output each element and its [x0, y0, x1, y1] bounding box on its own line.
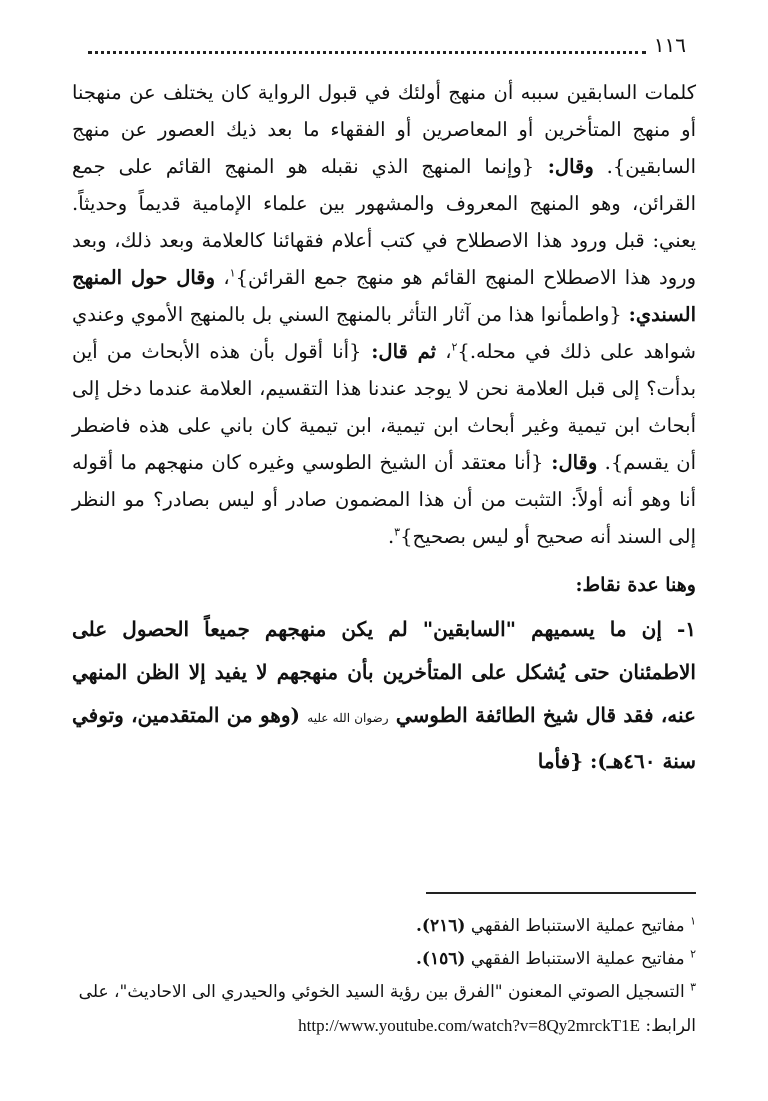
footnote-1: $^١$ مفاتيح عملية الاستنباط الفقهي (٢١٦).	[416, 914, 696, 936]
running-header	[88, 32, 686, 58]
footnotes	[72, 910, 696, 1043]
honorific: رضوان الله عليه	[307, 711, 389, 725]
paragraph-quotes: كلمات السابقين سببه أن منهج أولئك في قبول الرواية كان يختلف عن منهجنا أو منهج المتأخرين أو المعاصرين أو الفقهاء ما بعد ذيك العصور عن منهج السابقين}. وقال: {وإنما المنهج الذي نقبله هو المنهج القائم على جمع القرائن، وهو المنهج المعروف والمشهور بين علماء الإمامية قديماً وحديثاً. يعني: قبل ورود هذا الاصطلاح في كتب أعلام فقهائنا كالعلامة وبعد ذلك، وبعد ورود هذا الاصطلاح المنهج القائم هو منهج جمع القرائن}$^١$، وقال حول المنهج السندي: {واطمأنوا هذا من آثار التأثر بالمنهج السني بل بالمنهج الأموي وعندي شواهد على ذلك في محله.}$^٢$، ثم قال: {أنا أقول بأن هذه الأبحاث من أين بدأت؟ إلى قبل العلامة نحن لا يوجد عندنا هذا التقسيم، العلامة عندما دخل إلى أبحاث ابن تيمية وغير أبحاث ابن تيمية، ابن تيمية كان باني على هذه فاضطر أن يقسم}. وقال: {أنا معتقد أن الشيخ الطوسي وغيره كان منهجهم ما أقوله أنا وهو أنه أولاً: التثبت من أن هذا المضمون صادر أو ليس بصادر؟ مو النظر إلى السند أنه صحيح أو ليس بصحيح}$^٣$.	[72, 81, 697, 548]
main-text	[72, 74, 696, 783]
footnote-3: $^٣$ التسجيل الصوتي المعنون "الفرق بين رؤية السيد الخوئي والحيدري الى الاحاديث"، على الرابط: http://www.youtube.com/watch?v=8Qy2mrckT1E	[78, 980, 696, 1036]
header-dotted-rule	[88, 41, 646, 54]
footnote-ref-2: ٢	[451, 340, 458, 354]
footnote-link[interactable]: http://www.youtube.com/watch?v=8Qy2mrckT1E	[298, 1016, 640, 1035]
footnote-separator	[426, 892, 696, 894]
page-number: ١١٦	[653, 33, 686, 57]
points-intro: وهنا عدة نقاط:	[575, 574, 696, 596]
footnote-2: $^٢$ مفاتيح عملية الاستنباط الفقهي (١٥٦).	[416, 947, 696, 969]
footnote-ref-1: ١	[229, 266, 236, 280]
footnote-ref-3: ٣	[394, 525, 401, 539]
point-1: ١- إن ما يسميهم "السابقين" لم يكن منهجهم جميعاً الحصول على الاطمئنان حتى يُشكل على المتأخرين بأن منهجهم لا يفيد إلا الظن المنهي عنه، فقد قال شيخ الطائفة الطوسي رضوان الله عليه (وهو من المتقدمين، وتوفي سنة ٤٦٠هـ): {فأما	[72, 617, 696, 773]
